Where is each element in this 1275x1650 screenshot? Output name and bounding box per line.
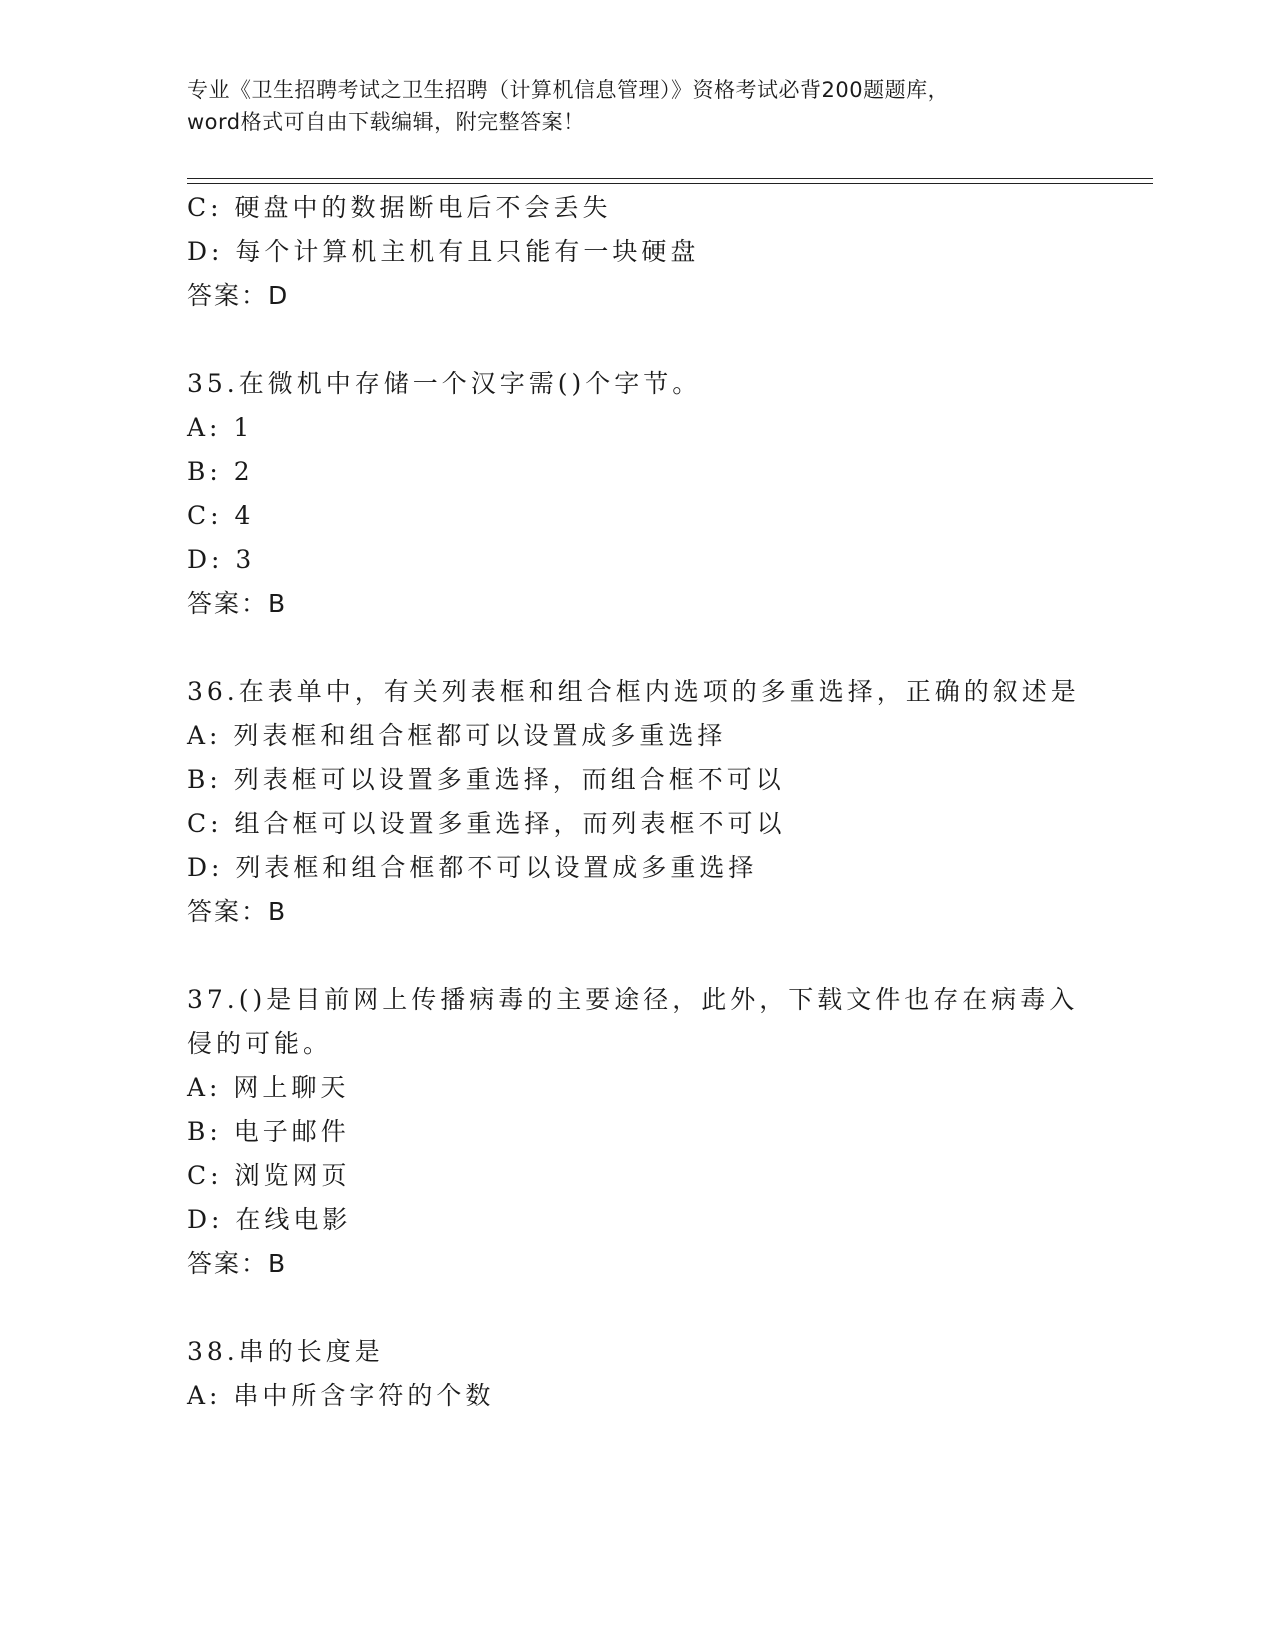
option-c-q37: C: 浏览网页 <box>187 1161 351 1190</box>
option-a-q38: A: 串中所含字符的个数 <box>187 1381 495 1410</box>
answer-q37: 答案：B <box>187 1249 288 1278</box>
header-divider-bottom <box>187 183 1153 184</box>
option-d-q35: D: 3 <box>187 545 256 574</box>
answer-q35: 答案：B <box>187 589 288 618</box>
option-d-q36: D: 列表框和组合框都不可以设置成多重选择 <box>187 853 758 882</box>
option-a-q36: A: 列表框和组合框都可以设置成多重选择 <box>187 721 727 750</box>
question-36: 36.在表单中，有关列表框和组合框内选项的多重选择，正确的叙述是 <box>187 677 1080 706</box>
answer-q36: 答案：B <box>187 897 288 926</box>
option-b-q35: B: 2 <box>187 457 254 486</box>
option-d-q34: D: 每个计算机主机有且只能有一块硬盘 <box>187 237 700 266</box>
option-c-q34: C: 硬盘中的数据断电后不会丢失 <box>187 193 612 222</box>
option-d-q37: D: 在线电影 <box>187 1205 352 1234</box>
question-38: 38.串的长度是 <box>187 1337 384 1366</box>
header-line-1: 专业《卫生招聘考试之卫生招聘（计算机信息管理）》资格考试必背200题题库， <box>187 78 950 102</box>
option-b-q37: B: 电子邮件 <box>187 1117 350 1146</box>
question-35: 35.在微机中存储一个汉字需()个字节。 <box>187 369 702 398</box>
document-header <box>187 74 1087 138</box>
question-37-continued: 侵的可能。 <box>187 1029 333 1058</box>
header-divider-top <box>187 178 1153 179</box>
option-a-q37: A: 网上聊天 <box>187 1073 350 1102</box>
question-37: 37.()是目前网上传播病毒的主要途径，此外，下载文件也存在病毒入 <box>187 985 1079 1014</box>
option-b-q36: B: 列表框可以设置多重选择，而组合框不可以 <box>187 765 785 794</box>
header-line-2: word格式可自由下载编辑，附完整答案！ <box>187 110 585 134</box>
option-c-q35: C: 4 <box>187 501 255 530</box>
option-a-q35: A: 1 <box>187 413 254 442</box>
option-c-q36: C: 组合框可以设置多重选择，而列表框不可以 <box>187 809 786 838</box>
answer-q34: 答案：D <box>187 281 290 310</box>
